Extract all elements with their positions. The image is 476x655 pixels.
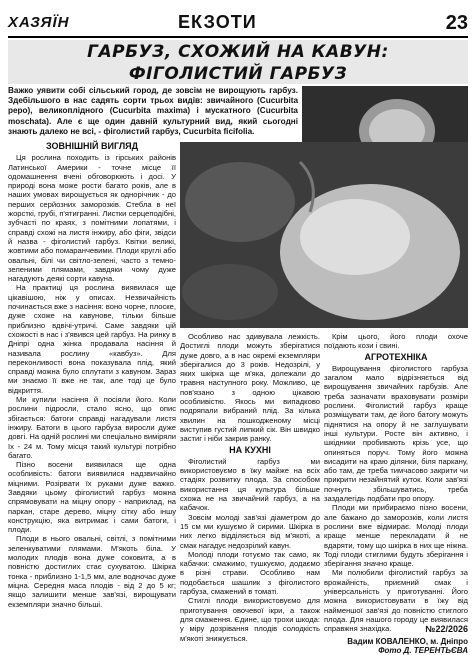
header-rule [8, 36, 468, 38]
paragraph-storage: Особливо нас здивувала лежкість. Достиглі плоди можуть зберігатися дуже довго, а в нас окремі екземпляри зберігалися до 3 років. Недозрілі, у яких шкірка ще м'яка, долежали до травня наступного року. Можливо, це пов'язано з одною цікавою особливістю. Якось ми випадково подряпали вибраний плід. За кілька хвилин на пошкодженому місці виступив густий липкий сік. Він швидко застиг і ніби закрив ранку. [180, 332, 320, 444]
article-title-line-2: ФІГОЛИСТИЙ ГАРБУЗ [128, 64, 348, 84]
paragraph-features: Пізно восени виявилася ще одна особливість: батоги виявилися надзвичайно міцними. Розірвати їх руками дуже важко. Завдяки цьому фіголистий гарбуз можна спрямовувати на міцну опору - наприклад, на паркан, старе дерево, міцну сітку або іншу конструкцію, яка витримає і сами батоги, і плоди. [8, 460, 176, 535]
paragraph-look: Ця рослина походить із гірських районів Латинської Америки - точне місце її одомашнення вчені обговорюють і досі. У природі вона може рости багато років, але в наших умовах вирощується як однорічник - до перших серйозних заморозків. Стебла в неї жорсткі, грубі, п'ятигранні. Листки серцеподібні, зубчасті по краях, з помітними лопатями, і справді схожі на листя інжиру, або фіги, звідси й назва - фіголистий гарбуз. Квітки великі, жовтими або помаранчевими. Плоди круглі або овальні, білі чи світло-зелені, часто з темно-зеленими плямами, завдяки чому дуже нагадують деякі сорти кавуна. [8, 153, 176, 284]
paragraph-ripe: Стиглі плоди використовуємо для приготування овочевої ікри, а також для смаження. Єдине, що трохи шкода: у міру дозрівання плодів солодкість м'якоті знижується. [180, 596, 320, 643]
photo-credit: Фото Д. ТЕРЕНТЬЄВА [378, 645, 468, 655]
pumpkin-fruit-image [180, 142, 468, 328]
article-title-line-1: ГАРБУЗ, СХОЖИЙ НА КАВУН: [87, 42, 389, 62]
section-name: ЕКЗОТИ [178, 12, 257, 32]
article-author: Вадим КОВАЛЕНКО, м. Дніпро [347, 636, 468, 646]
section-heading-kitchen: НА КУХНІ [229, 444, 271, 455]
publication-brand: ХАЗЯЇН [8, 14, 70, 31]
article-title-band [8, 40, 468, 84]
paragraph-animals: Крім цього, його плоди охоче поїдають кози і свині. [324, 332, 468, 351]
paragraph-agro: Вирощування фіголистого гарбуза загалом мало відрізняється від вирощування звичайних гарбузів. Але треба зазначати враховувати розміри рослини. Фіголистий гарбуз краще розміщувати там, де його батогу можуть піднятися на опору й не заглушувати інші культури. Росте він активно, і шкідники пробивають крізь усе, що опиняться поруч. Тому його можна висадити на краю ділянки, біля паркану, або там, де треба тимчасово закрити чи прикрити незайнятий куток. Коли зав'язі почнуть збільшуватись, треба заздалегідь подбати про опору. [324, 363, 468, 504]
paragraph-fruits: Плоди в нього овальні, світлі, з помітними зеленкуватими плямами. М'якоть біла. У молодих плодів вона дуже соковита, а в повністю достиглих стає сухуватою. Шкірка тонка - приблизно 1-1,5 мм, але водночас дуже міцна. Середня маса плодів - від 2 до 5 кг; якщо залишити менше зав'язі, вирощувати екземпляри значно більші. [8, 534, 176, 609]
paragraph-kitchen: Фіголистий гарбуз ми використовуємо в їжу майже на всіх стадіях розвитку плода. За способом використання ця культура більше схожа не на звичайний гарбуз, а на кабачок. [180, 456, 320, 513]
paragraph-more: Молоді плоди готуємо так само, як кабачки: смажимо, тушкуємо, додаємо в різні страви. Особливо нам подобається шашлик з фіголистого гарбуза, смажений в томаті. [180, 549, 320, 597]
article-column-1 [8, 140, 176, 609]
section-heading-agro: АГРОТЕХНІКА [364, 351, 428, 362]
paragraph-frost: Плоди ми прибираємо пізно восени, але бажано до заморозків, коли листя рослини вже відмирає. Молоді плоди краще менше перекладати й не вдаряти, тому що шкірка в них ще ніжна. Тоді плоди стиглими будуть зберігання і зберігання значно краще. [324, 503, 468, 569]
article-column-3 [324, 332, 468, 655]
paragraph-practice: На практиці ця рослина виявилася ще цікавішою, ніж у описах. Незвичайність починається вже з насіння: воно чорне, плоске, дуже схоже на кавунове, тільки більше приблизно вдвічі-утричі. Саме завдяки цій схожості в нас і з'явився цей гарбуз. На ринку в Дніпрі одна жінка продавала насіння й називала рослину «кавбуз». Для переконливості вона показувала плід, який справді можна було сплутати з кавуном. Зараз ми знаємо її вже не так, але тоді це було відкриття. [8, 283, 176, 395]
article-lead: Важко уявити собі сільський город, де зовсім не вирощують гарбуз. Здебільшого в нас садять сорти трьох видів: звичайного (Cucurbita pepo), великоплідного (Cucurbita maxima) і мускатного (Cucurbita moschata). Але є ще один давній культурний вид, який сьогодні знають далеко не всі, - фіголистий гарбуз, Cucurbita ficifolia. [8, 86, 298, 136]
article-column-2 [180, 332, 320, 643]
page-number: 23 [445, 12, 468, 34]
section-heading-look: ЗОВНІШНІЙ ВИГЛЯД [45, 141, 139, 151]
pumpkin-photo-large [180, 142, 468, 328]
issue-number: №22/2026 [425, 624, 468, 634]
paragraph-summary: Ми полюбили фіголистий гарбуз за врожайність, приємний смак і універсальність у приготуванні. Його можна використовувати в їжу від найменшої зав'язі до повністю стиглого плода. Для нашого городу це виявилася справжня знахідка. [324, 568, 468, 634]
page-header [8, 12, 468, 38]
paragraph-seeds: Ми купили насіння й посіяли його. Коли рослини підросли, стало ясно, що опис збігається: батоги справді нагадували листя інжиру. Батоги в цього гарбуза виросли дуже довгі. На одній рослині ми спеціально виміряли їх - 24 м. Тому місця такий культурі потрібно багато. [8, 395, 176, 460]
paragraph-young: Зовсім молоді зав'язі діаметром до 15 см ми кушуємо й сирими. Шкірка в них легко відділяється від м'якоті, а смак нагадує недозрілий кавун. [180, 512, 320, 550]
